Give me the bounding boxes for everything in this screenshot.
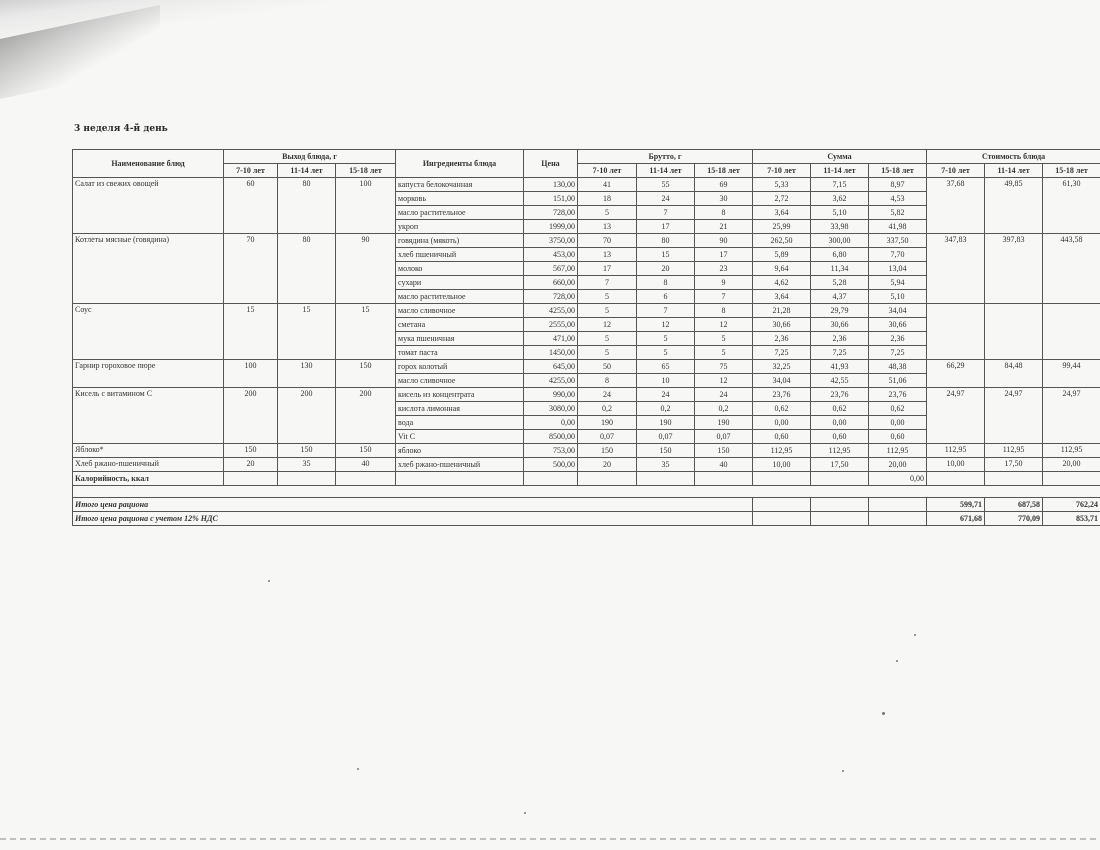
ingredient-sum: 2,36 bbox=[811, 332, 869, 346]
ingredient-gross: 5 bbox=[578, 304, 637, 318]
ingredient-sum: 5,89 bbox=[753, 248, 811, 262]
header-age: 7-10 лет bbox=[927, 164, 985, 178]
ingredient-gross: 5 bbox=[578, 290, 637, 304]
dish-name: Салат из свежих овощей bbox=[73, 178, 224, 234]
header-ingredients: Ингредиенты блюда bbox=[396, 150, 524, 178]
ingredient-name: масло растительное bbox=[396, 290, 524, 304]
dish-cost: 112,95 bbox=[927, 444, 985, 458]
dish-output: 100 bbox=[224, 360, 278, 388]
ingredient-gross: 12 bbox=[695, 374, 753, 388]
ingredient-name: масло растительное bbox=[396, 206, 524, 220]
blank-row bbox=[73, 486, 1100, 498]
ingredient-sum: 7,25 bbox=[753, 346, 811, 360]
header-age: 15-18 лет bbox=[869, 164, 927, 178]
ingredient-gross: 15 bbox=[637, 248, 695, 262]
ingredient-name: яблоко bbox=[396, 444, 524, 458]
ingredient-sum: 3,64 bbox=[753, 290, 811, 304]
ingredient-gross: 190 bbox=[578, 416, 637, 430]
ingredient-gross: 65 bbox=[637, 360, 695, 374]
header-age: 11-14 лет bbox=[278, 164, 336, 178]
ingredient-name: горох колотый bbox=[396, 360, 524, 374]
dish-output: 200 bbox=[336, 388, 396, 444]
ingredient-price: 500,00 bbox=[524, 458, 578, 472]
dish-output: 150 bbox=[336, 444, 396, 458]
ingredient-sum: 300,00 bbox=[811, 234, 869, 248]
ingredient-sum: 21,28 bbox=[753, 304, 811, 318]
scan-bottom-edge bbox=[0, 838, 1100, 840]
ingredient-gross: 55 bbox=[637, 178, 695, 192]
ingredient-gross: 150 bbox=[637, 444, 695, 458]
ingredient-price: 453,00 bbox=[524, 248, 578, 262]
dish-cost: 99,44 bbox=[1043, 360, 1100, 388]
ingredient-gross: 5 bbox=[578, 206, 637, 220]
ingredient-gross: 0,2 bbox=[695, 402, 753, 416]
ingredient-gross: 8 bbox=[637, 276, 695, 290]
header-age: 11-14 лет bbox=[811, 164, 869, 178]
dish-output: 80 bbox=[278, 234, 336, 304]
dish-cost bbox=[985, 304, 1043, 360]
ingredient-sum: 23,76 bbox=[753, 388, 811, 402]
ingredient-sum: 262,50 bbox=[753, 234, 811, 248]
ingredient-gross: 17 bbox=[637, 220, 695, 234]
ingredient-gross: 0,07 bbox=[695, 430, 753, 444]
dish-cost: 10,00 bbox=[927, 458, 985, 472]
ingredient-name: морковь bbox=[396, 192, 524, 206]
ingredient-sum: 33,98 bbox=[811, 220, 869, 234]
ingredient-gross: 8 bbox=[695, 206, 753, 220]
ingredient-sum: 0,62 bbox=[869, 402, 927, 416]
dish-output: 15 bbox=[224, 304, 278, 360]
ingredient-gross: 0,2 bbox=[637, 402, 695, 416]
header-age: 15-18 лет bbox=[1043, 164, 1100, 178]
ingredient-sum: 7,15 bbox=[811, 178, 869, 192]
ingredient-gross: 9 bbox=[695, 276, 753, 290]
ingredient-gross: 150 bbox=[695, 444, 753, 458]
ingredient-sum: 4,62 bbox=[753, 276, 811, 290]
table-row bbox=[73, 444, 1100, 458]
ingredient-price: 0,00 bbox=[524, 416, 578, 430]
table-row bbox=[73, 234, 1100, 248]
ingredient-gross: 24 bbox=[637, 192, 695, 206]
ingredient-name: мука пшеничная bbox=[396, 332, 524, 346]
ingredient-sum: 3,62 bbox=[811, 192, 869, 206]
ingredient-gross: 17 bbox=[578, 262, 637, 276]
ingredient-gross: 6 bbox=[637, 290, 695, 304]
ingredient-gross: 12 bbox=[695, 318, 753, 332]
ingredient-gross: 17 bbox=[695, 248, 753, 262]
scan-speck bbox=[882, 712, 885, 715]
ingredient-price: 567,00 bbox=[524, 262, 578, 276]
table-row bbox=[73, 388, 1100, 402]
ingredient-sum: 7,25 bbox=[869, 346, 927, 360]
ingredient-sum: 5,28 bbox=[811, 276, 869, 290]
ingredient-gross: 70 bbox=[578, 234, 637, 248]
ingredient-price: 990,00 bbox=[524, 388, 578, 402]
header-cost: Стоимость блюда bbox=[927, 150, 1100, 164]
ingredient-price: 2555,00 bbox=[524, 318, 578, 332]
ingredient-sum: 23,76 bbox=[869, 388, 927, 402]
ingredient-gross: 0,07 bbox=[637, 430, 695, 444]
ingredient-sum: 11,34 bbox=[811, 262, 869, 276]
ingredient-gross: 5 bbox=[695, 346, 753, 360]
ingredient-gross: 35 bbox=[637, 458, 695, 472]
header-age: 7-10 лет bbox=[753, 164, 811, 178]
ingredient-gross: 41 bbox=[578, 178, 637, 192]
ingredient-price: 151,00 bbox=[524, 192, 578, 206]
header-age: 7-10 лет bbox=[578, 164, 637, 178]
ingredient-sum: 5,94 bbox=[869, 276, 927, 290]
ingredient-gross: 190 bbox=[637, 416, 695, 430]
ingredient-gross: 8 bbox=[695, 304, 753, 318]
table-row bbox=[73, 458, 1100, 472]
ingredient-name: масло сливочное bbox=[396, 374, 524, 388]
ingredient-price: 4255,00 bbox=[524, 374, 578, 388]
ingredient-sum: 2,36 bbox=[869, 332, 927, 346]
ingredient-sum: 0,00 bbox=[869, 416, 927, 430]
ingredient-sum: 0,62 bbox=[811, 402, 869, 416]
total-value: 687,58 bbox=[985, 498, 1043, 512]
total-label: Итого цена рациона bbox=[73, 498, 753, 512]
ingredient-sum: 17,50 bbox=[811, 458, 869, 472]
dish-output: 90 bbox=[336, 234, 396, 304]
ingredient-gross: 7 bbox=[637, 206, 695, 220]
dish-cost: 84,48 bbox=[985, 360, 1043, 388]
ingredient-sum: 5,82 bbox=[869, 206, 927, 220]
dish-cost: 24,97 bbox=[1043, 388, 1100, 444]
ingredient-sum: 0,60 bbox=[753, 430, 811, 444]
header-output: Выход блюда, г bbox=[224, 150, 396, 164]
ingredient-sum: 7,25 bbox=[811, 346, 869, 360]
dish-output: 60 bbox=[224, 178, 278, 234]
scan-speck bbox=[357, 768, 359, 770]
header-dish: Наименование блюд bbox=[73, 150, 224, 178]
scan-speck bbox=[268, 580, 270, 582]
header-age: 15-18 лет bbox=[695, 164, 753, 178]
dish-output: 150 bbox=[224, 444, 278, 458]
ingredient-sum: 10,00 bbox=[753, 458, 811, 472]
ingredient-price: 3080,00 bbox=[524, 402, 578, 416]
header-age: 11-14 лет bbox=[985, 164, 1043, 178]
dish-cost: 397,83 bbox=[985, 234, 1043, 304]
dish-output: 100 bbox=[336, 178, 396, 234]
dish-name: Гарнир гороховое пюре bbox=[73, 360, 224, 388]
ingredient-sum: 34,04 bbox=[753, 374, 811, 388]
ingredient-gross: 150 bbox=[578, 444, 637, 458]
ingredient-sum: 2,36 bbox=[753, 332, 811, 346]
header-age: 15-18 лет bbox=[336, 164, 396, 178]
ingredient-sum: 6,80 bbox=[811, 248, 869, 262]
ingredient-sum: 337,50 bbox=[869, 234, 927, 248]
ingredient-gross: 7 bbox=[637, 304, 695, 318]
dish-cost: 347,83 bbox=[927, 234, 985, 304]
dish-output: 150 bbox=[278, 444, 336, 458]
ingredient-price: 8500,00 bbox=[524, 430, 578, 444]
scan-top-edge bbox=[0, 0, 1100, 70]
ingredient-sum: 0,60 bbox=[811, 430, 869, 444]
ingredient-gross: 5 bbox=[578, 332, 637, 346]
ingredient-sum: 29,79 bbox=[811, 304, 869, 318]
total-value: 762,24 bbox=[1043, 498, 1100, 512]
ingredient-sum: 20,00 bbox=[869, 458, 927, 472]
ingredient-name: вода bbox=[396, 416, 524, 430]
ingredient-name: говядина (мякоть) bbox=[396, 234, 524, 248]
dish-name: Котлеты мясные (говядина) bbox=[73, 234, 224, 304]
ingredient-sum: 8,97 bbox=[869, 178, 927, 192]
ingredient-sum: 30,66 bbox=[811, 318, 869, 332]
ingredient-sum: 51,06 bbox=[869, 374, 927, 388]
total-value: 599,71 bbox=[927, 498, 985, 512]
ingredient-sum: 7,70 bbox=[869, 248, 927, 262]
ingredient-price: 471,00 bbox=[524, 332, 578, 346]
ingredient-gross: 13 bbox=[578, 248, 637, 262]
ingredient-gross: 5 bbox=[578, 346, 637, 360]
ingredient-sum: 30,66 bbox=[753, 318, 811, 332]
ingredient-gross: 69 bbox=[695, 178, 753, 192]
ingredient-sum: 41,93 bbox=[811, 360, 869, 374]
ingredient-price: 130,00 bbox=[524, 178, 578, 192]
total-vat-row bbox=[73, 512, 1100, 526]
ingredient-name: Vit C bbox=[396, 430, 524, 444]
menu-cost-table bbox=[72, 149, 1100, 526]
ingredient-gross: 40 bbox=[695, 458, 753, 472]
ingredient-gross: 8 bbox=[578, 374, 637, 388]
table-row bbox=[73, 360, 1100, 374]
ingredient-price: 728,00 bbox=[524, 206, 578, 220]
total-vat-value: 853,71 bbox=[1043, 512, 1100, 526]
dish-name: Кисель с витамином С bbox=[73, 388, 224, 444]
calories-value: 0,00 bbox=[869, 472, 927, 486]
dish-output: 20 bbox=[224, 458, 278, 472]
ingredient-gross: 80 bbox=[637, 234, 695, 248]
dish-cost: 20,00 bbox=[1043, 458, 1100, 472]
dish-cost bbox=[927, 304, 985, 360]
dish-output: 200 bbox=[278, 388, 336, 444]
ingredient-gross: 0,07 bbox=[578, 430, 637, 444]
dish-output: 80 bbox=[278, 178, 336, 234]
ingredient-sum: 4,53 bbox=[869, 192, 927, 206]
ingredient-sum: 0,00 bbox=[811, 416, 869, 430]
ingredient-gross: 7 bbox=[578, 276, 637, 290]
page-title: 3 неделя 4-й день bbox=[74, 124, 168, 134]
scan-speck bbox=[524, 812, 526, 814]
ingredient-price: 1450,00 bbox=[524, 346, 578, 360]
dish-cost: 24,97 bbox=[985, 388, 1043, 444]
ingredient-price: 3750,00 bbox=[524, 234, 578, 248]
calories-row bbox=[73, 472, 1100, 486]
ingredient-sum: 25,99 bbox=[753, 220, 811, 234]
ingredient-price: 660,00 bbox=[524, 276, 578, 290]
dish-name: Яблоко* bbox=[73, 444, 224, 458]
ingredient-gross: 13 bbox=[578, 220, 637, 234]
ingredient-price: 645,00 bbox=[524, 360, 578, 374]
ingredient-gross: 50 bbox=[578, 360, 637, 374]
ingredient-name: масло сливочное bbox=[396, 304, 524, 318]
dish-output: 130 bbox=[278, 360, 336, 388]
ingredient-gross: 24 bbox=[578, 388, 637, 402]
table-row bbox=[73, 178, 1100, 192]
dish-output: 150 bbox=[336, 360, 396, 388]
ingredient-sum: 0,62 bbox=[753, 402, 811, 416]
dish-output: 40 bbox=[336, 458, 396, 472]
header-age: 11-14 лет bbox=[637, 164, 695, 178]
ingredient-sum: 112,95 bbox=[811, 444, 869, 458]
ingredient-name: капуста белокочанная bbox=[396, 178, 524, 192]
ingredient-price: 753,00 bbox=[524, 444, 578, 458]
ingredient-name: хлеб ржано-пшеничный bbox=[396, 458, 524, 472]
total-vat-value: 770,09 bbox=[985, 512, 1043, 526]
dish-output: 15 bbox=[278, 304, 336, 360]
ingredient-name: томат паста bbox=[396, 346, 524, 360]
dish-cost: 66,29 bbox=[927, 360, 985, 388]
ingredient-gross: 12 bbox=[637, 318, 695, 332]
header-price: Цена bbox=[524, 150, 578, 178]
menu-table-body bbox=[73, 178, 1100, 472]
header-gross: Брутто, г bbox=[578, 150, 753, 164]
ingredient-sum: 5,10 bbox=[869, 290, 927, 304]
ingredient-sum: 48,38 bbox=[869, 360, 927, 374]
ingredient-gross: 90 bbox=[695, 234, 753, 248]
ingredient-gross: 23 bbox=[695, 262, 753, 276]
scan-speck bbox=[914, 634, 916, 636]
ingredient-gross: 12 bbox=[578, 318, 637, 332]
ingredient-name: кисель из концентрата bbox=[396, 388, 524, 402]
ingredient-sum: 0,00 bbox=[753, 416, 811, 430]
ingredient-gross: 7 bbox=[695, 290, 753, 304]
ingredient-gross: 5 bbox=[695, 332, 753, 346]
dish-cost: 443,58 bbox=[1043, 234, 1100, 304]
calories-label: Калорийность, ккал bbox=[73, 472, 224, 486]
ingredient-sum: 42,55 bbox=[811, 374, 869, 388]
ingredient-sum: 9,64 bbox=[753, 262, 811, 276]
ingredient-sum: 112,95 bbox=[869, 444, 927, 458]
ingredient-gross: 10 bbox=[637, 374, 695, 388]
ingredient-sum: 3,64 bbox=[753, 206, 811, 220]
ingredient-price: 1999,00 bbox=[524, 220, 578, 234]
ingredient-sum: 41,98 bbox=[869, 220, 927, 234]
dish-cost: 49,85 bbox=[985, 178, 1043, 234]
scan-speck bbox=[842, 770, 844, 772]
ingredient-sum: 5,10 bbox=[811, 206, 869, 220]
header-age: 7-10 лет bbox=[224, 164, 278, 178]
dish-cost: 17,50 bbox=[985, 458, 1043, 472]
ingredient-gross: 30 bbox=[695, 192, 753, 206]
dish-output: 70 bbox=[224, 234, 278, 304]
ingredient-sum: 0,60 bbox=[869, 430, 927, 444]
ingredient-gross: 24 bbox=[695, 388, 753, 402]
total-row bbox=[73, 498, 1100, 512]
scan-speck bbox=[896, 660, 898, 662]
dish-name: Соус bbox=[73, 304, 224, 360]
ingredient-name: укроп bbox=[396, 220, 524, 234]
ingredient-sum: 112,95 bbox=[753, 444, 811, 458]
ingredient-gross: 5 bbox=[637, 332, 695, 346]
ingredient-gross: 5 bbox=[637, 346, 695, 360]
header-sum: Сумма bbox=[753, 150, 927, 164]
dish-cost: 112,95 bbox=[1043, 444, 1100, 458]
total-vat-value: 671,68 bbox=[927, 512, 985, 526]
ingredient-name: сметана bbox=[396, 318, 524, 332]
ingredient-gross: 75 bbox=[695, 360, 753, 374]
ingredient-sum: 5,33 bbox=[753, 178, 811, 192]
ingredient-gross: 20 bbox=[578, 458, 637, 472]
dish-cost bbox=[1043, 304, 1100, 360]
ingredient-sum: 30,66 bbox=[869, 318, 927, 332]
ingredient-name: хлеб пшеничный bbox=[396, 248, 524, 262]
ingredient-sum: 32,25 bbox=[753, 360, 811, 374]
ingredient-sum: 13,04 bbox=[869, 262, 927, 276]
ingredient-gross: 0,2 bbox=[578, 402, 637, 416]
dish-cost: 37,68 bbox=[927, 178, 985, 234]
ingredient-gross: 24 bbox=[637, 388, 695, 402]
ingredient-price: 728,00 bbox=[524, 290, 578, 304]
dish-cost: 24,97 bbox=[927, 388, 985, 444]
dish-output: 35 bbox=[278, 458, 336, 472]
ingredient-name: сухари bbox=[396, 276, 524, 290]
ingredient-name: кислота лимонная bbox=[396, 402, 524, 416]
ingredient-sum: 2,72 bbox=[753, 192, 811, 206]
total-vat-label: Итого цена рациона с учетом 12% НДС bbox=[73, 512, 753, 526]
ingredient-sum: 23,76 bbox=[811, 388, 869, 402]
ingredient-name: молоко bbox=[396, 262, 524, 276]
dish-output: 200 bbox=[224, 388, 278, 444]
menu-table-footer bbox=[73, 472, 1100, 526]
ingredient-price: 4255,00 bbox=[524, 304, 578, 318]
dish-name: Хлеб ржано-пшеничный bbox=[73, 458, 224, 472]
table-row bbox=[73, 304, 1100, 318]
dish-output: 15 bbox=[336, 304, 396, 360]
ingredient-gross: 18 bbox=[578, 192, 637, 206]
ingredient-gross: 190 bbox=[695, 416, 753, 430]
dish-cost: 61,30 bbox=[1043, 178, 1100, 234]
dish-cost: 112,95 bbox=[985, 444, 1043, 458]
ingredient-sum: 34,04 bbox=[869, 304, 927, 318]
ingredient-sum: 4,37 bbox=[811, 290, 869, 304]
ingredient-gross: 21 bbox=[695, 220, 753, 234]
ingredient-gross: 20 bbox=[637, 262, 695, 276]
